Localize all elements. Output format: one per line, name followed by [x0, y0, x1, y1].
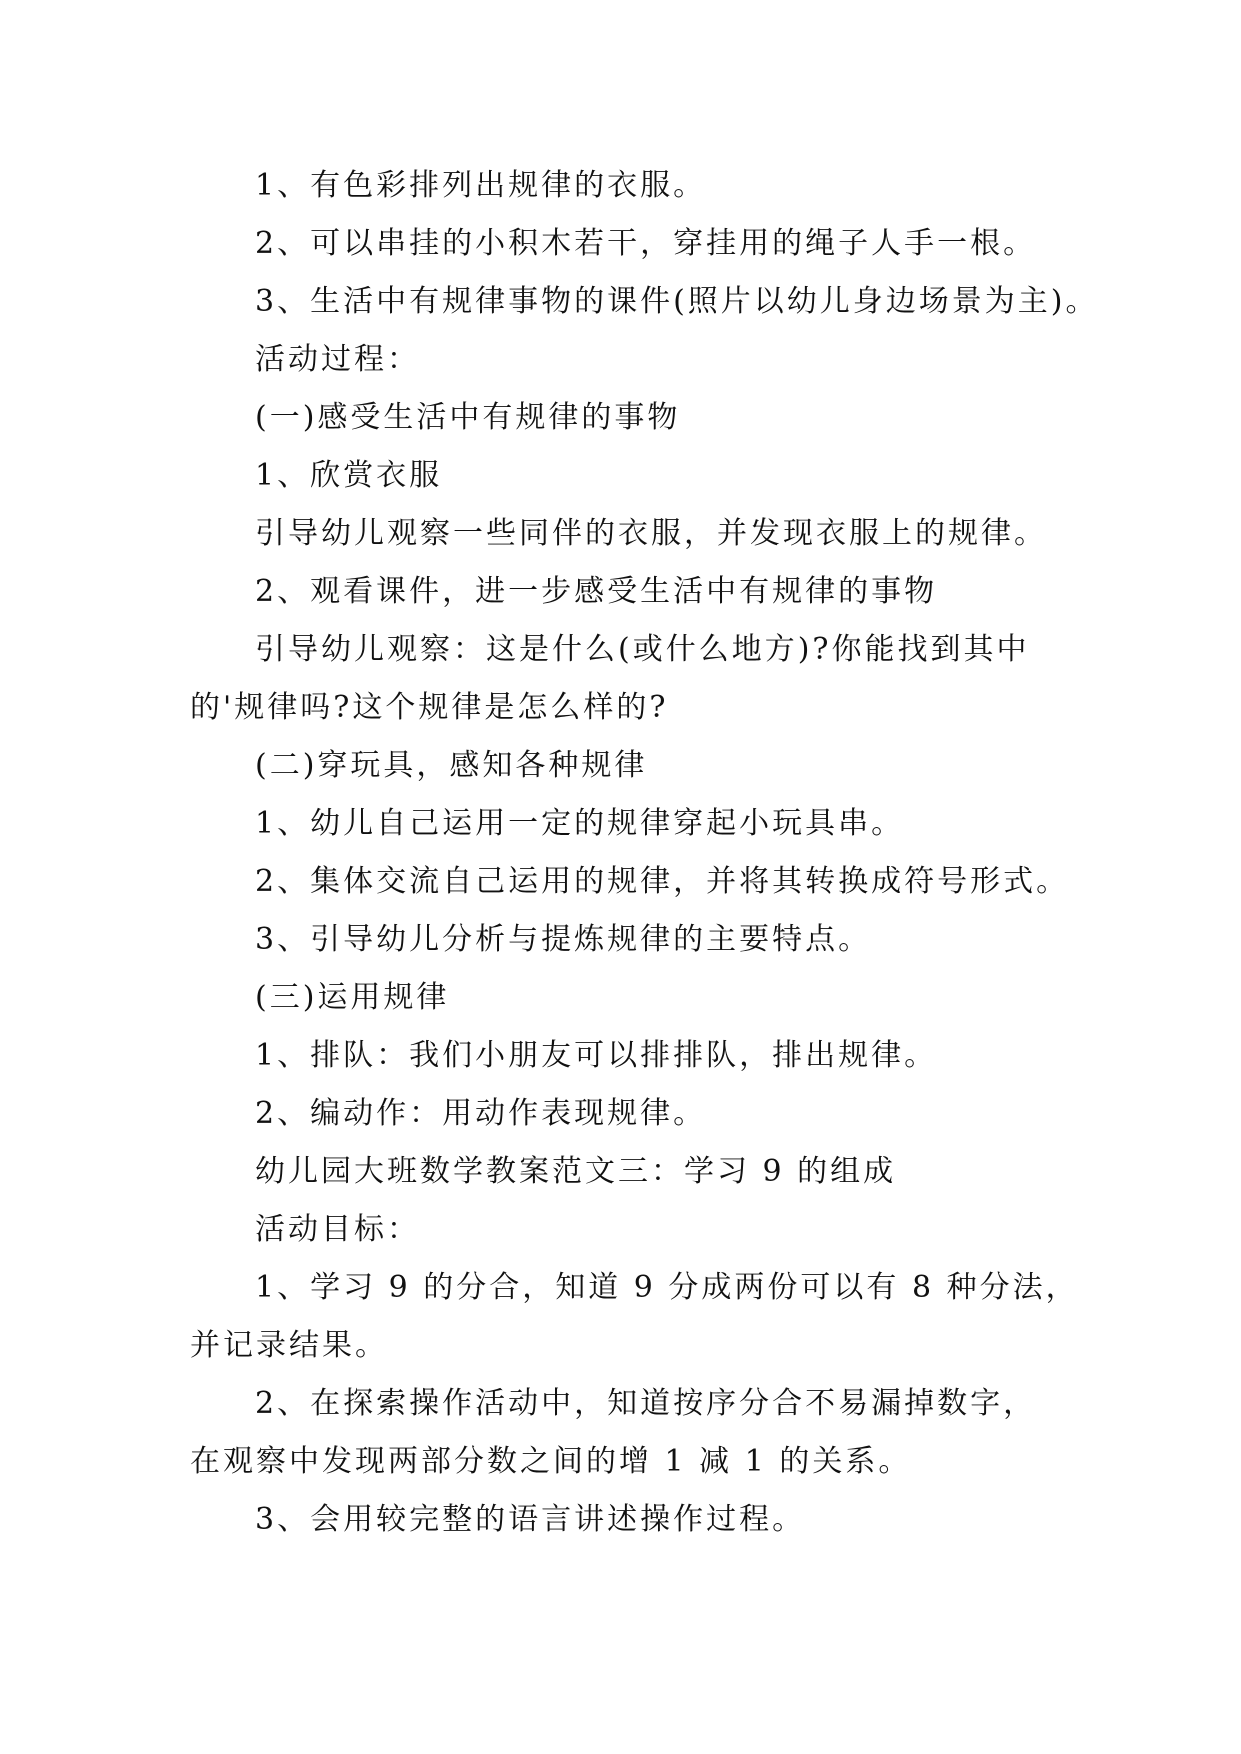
step-1-1: 1、欣赏衣服	[255, 458, 443, 493]
subsection-heading-1: (一)感受生活中有规律的事物	[255, 400, 681, 435]
materials-item-2: 2、可以串挂的小积木若干，穿挂用的绳子人手一根。	[255, 226, 1037, 261]
materials-item-1: 1、有色彩排列出规律的衣服。	[255, 168, 707, 203]
goal-item-1-continued: 并记录结果。	[190, 1328, 388, 1363]
step-2-3: 3、引导幼儿分析与提炼规律的主要特点。	[255, 922, 872, 957]
step-3-2: 2、编动作：用动作表现规律。	[255, 1096, 707, 1131]
goal-item-1: 1、学习 9 的分合，知道 9 分成两份可以有 8 种分法，	[255, 1270, 1079, 1305]
goal-item-3: 3、会用较完整的语言讲述操作过程。	[255, 1502, 806, 1537]
step-1-2: 2、观看课件，进一步感受生活中有规律的事物	[255, 574, 938, 609]
paragraph-text-continued: 的'规律吗?这个规律是怎么样的?	[190, 690, 669, 725]
subsection-heading-2: (二)穿玩具，感知各种规律	[255, 748, 648, 783]
goal-item-2: 2、在探索操作活动中，知道按序分合不易漏掉数字，	[255, 1386, 1037, 1421]
step-2-2: 2、集体交流自己运用的规律，并将其转换成符号形式。	[255, 864, 1070, 899]
section-heading-goals: 活动目标：	[255, 1212, 420, 1247]
paragraph-text: 引导幼儿观察：这是什么(或什么地方)?你能找到其中	[255, 632, 1030, 667]
subsection-heading-3: (三)运用规律	[255, 980, 450, 1015]
goal-item-2-continued: 在观察中发现两部分数之间的增 1 减 1 的关系。	[190, 1444, 912, 1479]
paragraph-text: 引导幼儿观察一些同伴的衣服，并发现衣服上的规律。	[255, 516, 1047, 551]
step-3-1: 1、排队：我们小朋友可以排排队，排出规律。	[255, 1038, 938, 1073]
step-2-1: 1、幼儿自己运用一定的规律穿起小玩具串。	[255, 806, 905, 841]
section-heading-process: 活动过程：	[255, 342, 420, 377]
materials-item-3: 3、生活中有规律事物的课件(照片以幼儿身边场景为主)。	[255, 284, 1099, 319]
lesson-title: 幼儿园大班数学教案范文三：学习 9 的组成	[255, 1154, 897, 1189]
